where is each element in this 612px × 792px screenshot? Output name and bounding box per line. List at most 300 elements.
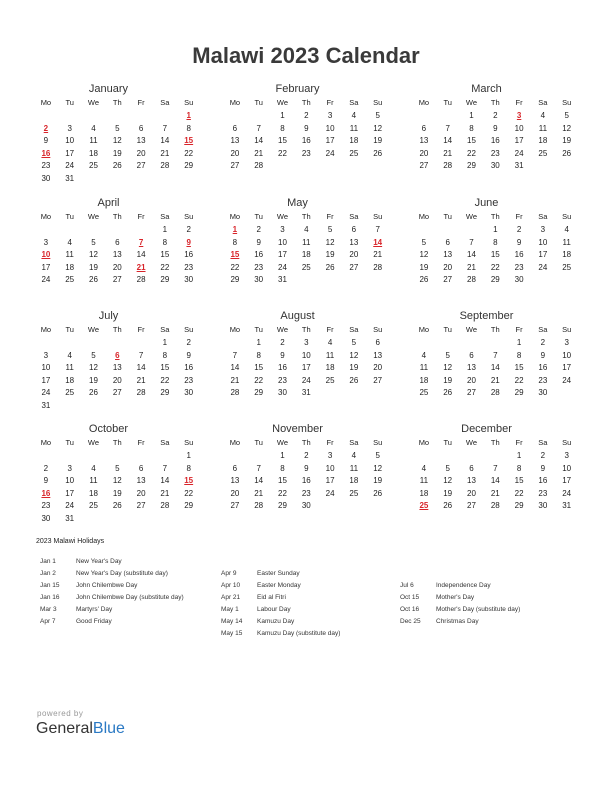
day: 8 [186,123,191,133]
day: 10 [514,123,524,133]
day: 15 [160,250,170,260]
weekday-header: Sa [349,438,359,447]
day: 4 [421,350,427,360]
day: 7 [162,123,168,133]
day: 16 [538,363,548,373]
day: 18 [301,250,311,260]
day: 11 [65,363,74,373]
weekday-header: Th [112,325,122,334]
day: 18 [419,488,429,498]
empty-day [34,337,58,350]
empty-day [129,224,153,237]
day: 5 [115,463,120,473]
day: 12 [112,476,122,486]
holiday-row [400,580,520,592]
day: 22 [467,148,476,158]
day: 23 [301,488,311,498]
day: 30 [184,275,194,285]
day: 19 [373,476,383,486]
day: 30 [538,388,548,398]
day: 29 [184,161,194,171]
day: 31 [278,275,287,285]
weekday-header: Su [373,98,383,107]
day: 10 [562,350,572,360]
empty-day [34,110,58,123]
holiday-name: Independence Day [436,582,491,589]
empty-day [223,337,247,350]
weekday-header: Th [301,438,311,447]
day: 23 [184,262,194,272]
day: 1 [493,225,498,234]
day: 12 [325,237,335,247]
page-title: Malawi 2023 Calendar [192,43,420,68]
weekday-header: Mo [40,438,52,447]
day: 15 [490,250,500,260]
day: 16 [301,476,311,486]
day: 6 [232,123,238,133]
holiday-day: 10 [41,250,51,260]
day: 20 [349,250,359,260]
day: 13 [349,237,359,247]
day: 26 [112,501,122,511]
day-grid [34,96,194,186]
weekday-header: Tu [254,325,263,334]
weekday-header: Tu [254,438,263,447]
day: 19 [112,148,122,158]
day: 28 [490,388,500,398]
day: 14 [443,136,453,146]
day: 20 [373,363,383,373]
holiday-day: 7 [138,237,144,247]
holiday-name: Mother's Day [436,594,475,601]
empty-day [82,337,106,350]
weekday-header: Fr [515,438,523,447]
day: 16 [278,363,287,373]
weekday-header: Sa [160,438,170,447]
day: 4 [421,463,427,473]
day: 27 [467,388,476,398]
day: 18 [325,363,335,373]
weekday-header: We [465,438,478,447]
day: 11 [419,476,429,486]
day: 3 [304,338,309,347]
day: 12 [349,350,359,360]
day: 27 [136,501,146,511]
day: 9 [493,123,498,133]
day: 22 [278,148,287,158]
weekday-header: We [87,212,100,221]
day: 9 [540,350,546,360]
holiday-name: Labour Day [257,606,291,613]
day: 10 [278,237,287,247]
weekday-header: Mo [418,438,430,447]
holiday-row [40,604,184,616]
day: 3 [67,123,72,133]
day: 7 [493,463,498,473]
day: 28 [254,501,264,511]
day: 14 [230,363,240,373]
holiday-name: Easter Monday [257,582,301,589]
empty-day [82,450,106,463]
day: 12 [562,123,572,133]
weekday-header: Su [373,438,383,447]
day: 1 [162,338,168,347]
day: 21 [160,488,170,498]
weekday-header: Th [490,98,500,107]
day: 17 [325,476,335,486]
day: 22 [278,488,287,498]
day: 6 [445,237,450,247]
weekday-header: Fr [137,98,145,107]
holiday-date: Mar 3 [40,606,57,613]
month-name: May [287,197,308,209]
day: 23 [514,262,524,272]
day: 23 [490,148,500,158]
day: 9 [186,350,191,360]
empty-day [58,450,82,463]
day: 24 [41,275,51,285]
day: 3 [564,338,569,347]
day: 26 [373,488,383,498]
weekday-header: Mo [418,325,430,334]
weekday-header: Su [562,325,572,334]
day: 5 [351,338,357,347]
day: 25 [65,275,75,285]
day: 7 [256,123,261,133]
day-grid [223,436,383,513]
weekday-header: Sa [538,325,548,334]
weekday-header: Th [112,98,122,107]
day: 10 [325,463,335,473]
day: 29 [254,388,264,398]
weekday-header: Su [184,98,194,107]
day: 5 [91,237,96,247]
day: 3 [540,225,546,234]
weekday-header: Th [301,212,311,221]
day: 23 [41,161,51,171]
month-april [34,196,194,287]
empty-day [436,110,460,123]
day: 13 [467,363,476,373]
day: 6 [138,463,144,473]
day: 2 [186,225,191,234]
day: 20 [112,375,122,385]
day: 9 [280,350,285,360]
day: 24 [301,375,311,385]
day: 10 [41,363,51,373]
day: 6 [351,225,357,234]
holiday-row [400,592,520,604]
day: 15 [254,363,264,373]
day-grid [223,96,383,173]
day: 2 [493,111,498,120]
day: 30 [41,173,51,183]
day: 30 [278,388,287,398]
day: 16 [184,363,194,373]
weekday-header: We [276,438,289,447]
day: 17 [562,363,572,373]
logo-text-general: General [36,720,93,737]
day: 31 [514,161,524,171]
weekday-header: Th [490,212,500,221]
weekday-header: Fr [326,98,334,107]
day: 29 [514,388,524,398]
holiday-date: Jan 2 [40,570,56,577]
weekday-header: We [465,325,478,334]
day: 8 [280,123,285,133]
day: 28 [136,388,146,398]
weekday-header: Fr [137,325,145,334]
day: 17 [538,250,548,260]
day: 16 [184,250,194,260]
month-name: September [459,310,514,322]
day: 26 [562,148,572,158]
day: 9 [540,463,546,473]
day: 12 [443,476,453,486]
empty-day [412,450,436,463]
day: 4 [91,123,96,133]
day: 5 [445,463,450,473]
day: 29 [184,501,194,511]
holiday-row [221,628,340,640]
day-grid [34,210,194,287]
holiday-date: Dec 25 [400,618,421,625]
day: 28 [373,262,383,272]
weekday-header: Tu [443,325,452,334]
holiday-name: Kamuzu Day (substitute day) [257,630,341,637]
empty-day [34,224,58,237]
weekday-header: Su [562,212,572,221]
empty-day [483,450,507,463]
day: 20 [419,148,429,158]
weekday-header: Mo [40,325,52,334]
day: 12 [112,136,122,146]
empty-day [105,337,129,350]
day: 24 [538,262,548,272]
day: 2 [516,225,522,234]
day: 16 [490,136,500,146]
day: 19 [349,363,359,373]
holiday-day: 2 [43,123,49,133]
day: 24 [562,488,572,498]
day: 2 [280,338,285,347]
weekday-header: Mo [229,438,241,447]
weekday-header: Sa [160,325,170,334]
empty-day [129,337,153,350]
month-november [223,422,383,513]
day: 4 [304,225,309,234]
day: 23 [538,488,548,498]
weekday-header: Th [490,438,500,447]
holiday-name: John Chilembwe Day (substitute day) [76,594,184,601]
day: 16 [254,250,264,260]
weekday-header: Su [184,325,194,334]
day: 13 [112,250,122,260]
day: 7 [162,463,168,473]
day: 29 [490,275,500,285]
weekday-header: We [276,98,289,107]
weekday-header: Sa [160,212,170,221]
holiday-day: 6 [115,350,120,360]
day: 28 [443,161,453,171]
holidays-title: 2023 Malawi Holidays [36,538,105,545]
day: 29 [278,501,287,511]
day: 5 [327,225,333,234]
empty-day [460,337,484,350]
day: 19 [373,136,383,146]
day: 11 [65,250,74,260]
day: 18 [349,136,359,146]
holiday-date: Apr 10 [221,582,241,589]
day: 23 [278,375,287,385]
day: 17 [514,136,524,146]
day: 31 [41,400,51,410]
day: 15 [278,136,287,146]
weekday-header: Fr [326,325,334,334]
day: 20 [467,375,476,385]
holiday-day: 3 [516,111,522,120]
weekday-header: Mo [40,98,52,107]
day: 13 [136,136,146,146]
day: 28 [254,161,264,171]
day: 21 [467,262,476,272]
day: 24 [325,488,335,498]
day: 22 [490,262,500,272]
day: 25 [349,488,359,498]
day: 11 [89,476,98,486]
month-name: August [280,310,315,322]
weekday-header: Mo [40,212,52,221]
day: 14 [136,363,146,373]
day: 21 [490,375,500,385]
day-grid [412,96,572,173]
day: 25 [89,501,98,511]
day: 2 [304,451,309,460]
day: 7 [445,123,450,133]
month-name: March [471,83,502,95]
day: 18 [419,375,429,385]
day: 28 [230,388,240,398]
day: 8 [516,463,522,473]
day: 11 [419,363,429,373]
month-february [223,82,383,173]
day: 2 [304,111,309,120]
holiday-column [40,556,184,628]
day: 27 [467,501,476,511]
day: 4 [67,237,72,247]
day-grid [412,210,572,287]
day: 19 [443,375,453,385]
day: 21 [254,488,264,498]
empty-day [58,110,82,123]
day: 13 [443,250,453,260]
logo-text-blue: Blue [92,720,125,737]
day: 25 [562,262,572,272]
month-name: June [474,197,499,209]
day: 25 [419,388,429,398]
month-name: February [275,83,320,95]
weekday-header: Su [373,212,383,221]
weekday-header: Tu [254,212,263,221]
weekday-header: We [465,212,478,221]
day: 12 [419,250,429,260]
weekday-header: Th [112,438,122,447]
day: 14 [160,136,170,146]
empty-day [82,224,106,237]
day: 13 [230,476,240,486]
day: 17 [65,488,75,498]
day: 18 [538,136,548,146]
weekday-header: Tu [65,438,74,447]
day: 24 [514,148,524,158]
day: 10 [65,476,75,486]
day: 20 [230,148,240,158]
day: 2 [186,338,191,347]
day: 21 [490,488,500,498]
day: 19 [443,488,453,498]
day: 16 [301,136,311,146]
day: 12 [373,463,383,473]
day: 6 [421,123,427,133]
day: 31 [301,388,311,398]
holiday-name: Mother's Day (substitute day) [436,606,521,613]
empty-day [412,110,436,123]
day: 7 [256,463,261,473]
day: 27 [230,161,240,171]
generalblue-logo[interactable] [36,720,125,738]
day: 22 [184,488,194,498]
day: 30 [301,501,311,511]
day: 8 [469,123,474,133]
day: 11 [562,237,571,247]
day: 28 [490,501,500,511]
day: 11 [349,123,359,133]
day: 21 [160,148,170,158]
day: 9 [43,136,49,146]
day: 3 [43,237,49,247]
empty-day [153,110,177,123]
day: 24 [65,161,75,171]
holiday-day: 16 [41,488,51,498]
day: 12 [373,123,383,133]
day: 4 [351,451,357,460]
day: 26 [443,388,453,398]
empty-day [412,337,436,350]
day: 24 [278,262,287,272]
weekday-header: Fr [326,438,334,447]
holiday-name: Easter Sunday [257,570,300,577]
day: 17 [562,476,572,486]
holiday-day: 15 [184,476,194,486]
day: 11 [302,237,311,247]
month-december [412,422,572,513]
day: 25 [89,161,98,171]
day: 12 [89,250,98,260]
day: 8 [516,350,522,360]
weekday-header: Tu [443,212,452,221]
day: 1 [469,111,474,120]
holiday-date: Jan 15 [40,582,60,589]
holiday-name: New Year's Day (substitute day) [76,570,168,577]
day: 9 [304,123,309,133]
holiday-date: May 15 [221,630,243,637]
day: 21 [136,375,146,385]
weekday-header: Sa [349,212,359,221]
weekday-header: We [465,98,478,107]
day: 18 [65,375,75,385]
holiday-row [221,616,340,628]
weekday-header: Su [562,98,572,107]
